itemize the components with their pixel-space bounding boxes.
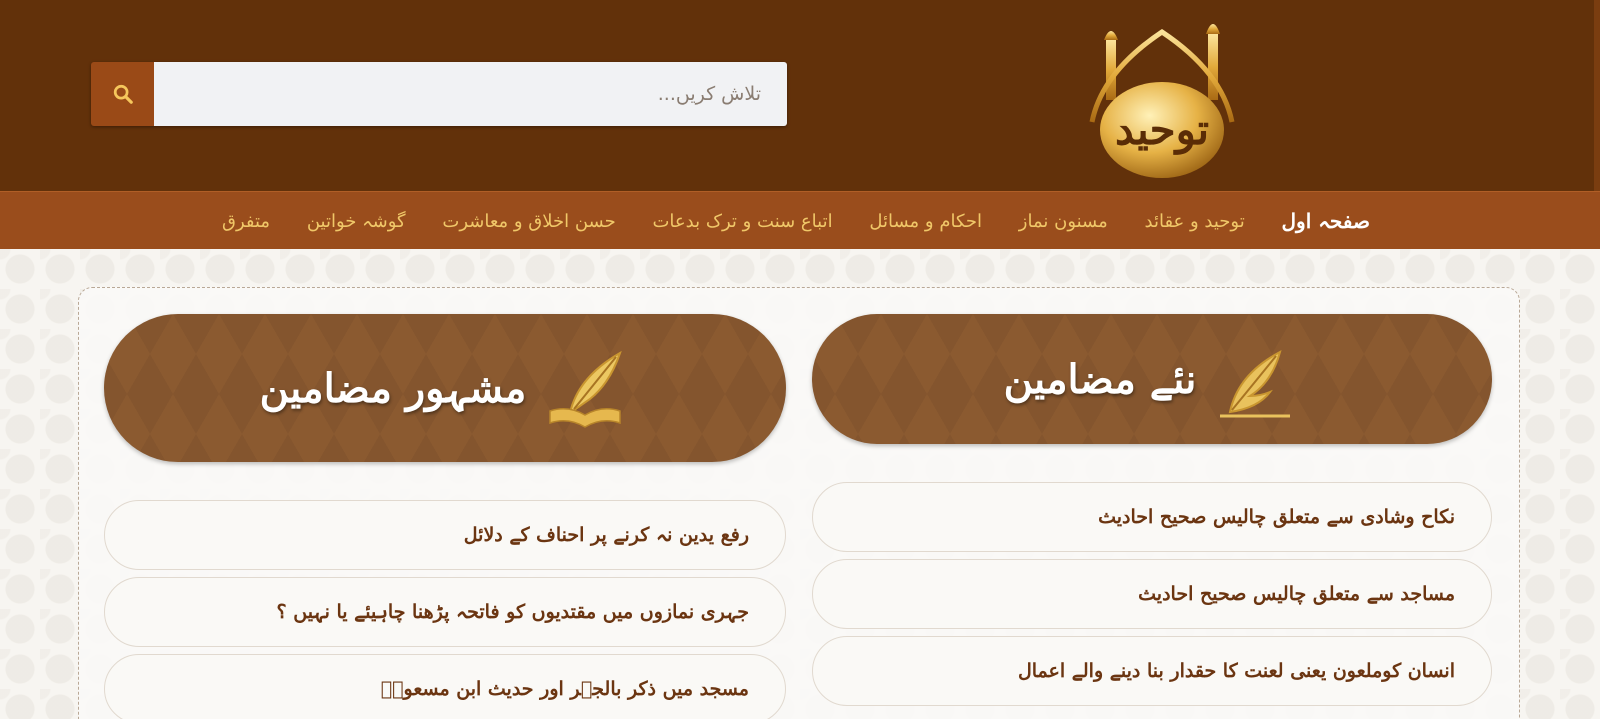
nav-item-home[interactable]: صفحہ اول bbox=[1281, 209, 1370, 233]
list-item[interactable]: انسان کوملعون یعنی لعنت کا حقدار بنا دینے والے اعمال bbox=[812, 636, 1492, 706]
nav-item-manners[interactable]: حسن اخلاق و معاشرت bbox=[442, 210, 616, 232]
popular-articles-title: مشہور مضامین bbox=[259, 364, 527, 412]
main-nav bbox=[0, 191, 1600, 249]
nav-item-misc[interactable]: متفرق bbox=[222, 210, 271, 232]
nav-item-women[interactable]: گوشہ خواتین bbox=[306, 210, 406, 232]
search-icon bbox=[112, 83, 134, 105]
list-item[interactable]: رفع یدین نہ کرنے پر احناف کے دلائل bbox=[104, 500, 786, 570]
quill-icon bbox=[1210, 334, 1300, 424]
list-item[interactable]: مسجد میں ذکر بالجہر اور حدیث ابن مسعودؓ bbox=[104, 654, 786, 719]
nav-item-sunnah[interactable]: اتباع سنت و ترک بدعات bbox=[652, 210, 833, 232]
search-button[interactable] bbox=[91, 62, 154, 126]
nav-item-prayer[interactable]: مسنون نماز bbox=[1018, 210, 1108, 232]
search-input[interactable] bbox=[154, 62, 787, 126]
search-bar bbox=[91, 62, 787, 126]
list-item[interactable]: مساجد سے متعلق چالیس صحیح احادیث bbox=[812, 559, 1492, 629]
list-item[interactable]: نکاح وشادی سے متعلق چالیس صحیح احادیث bbox=[812, 482, 1492, 552]
new-articles-title: نئے مضامین bbox=[1003, 355, 1197, 403]
mosque-dome-logo-icon bbox=[1082, 12, 1242, 180]
nav-item-rulings[interactable]: احکام و مسائل bbox=[869, 210, 983, 232]
quill-book-icon bbox=[540, 343, 630, 433]
new-articles-banner bbox=[812, 314, 1492, 444]
site-logo[interactable] bbox=[1082, 12, 1242, 180]
nav-item-tawheed[interactable]: توحید و عقائد bbox=[1144, 210, 1245, 232]
logo-text: توحید bbox=[1114, 105, 1210, 154]
list-item[interactable]: جہری نمازوں میں مقتدیوں کو فاتحہ پڑھنا چاہیئے یا نہیں ؟ bbox=[104, 577, 786, 647]
popular-articles-banner bbox=[104, 314, 786, 462]
